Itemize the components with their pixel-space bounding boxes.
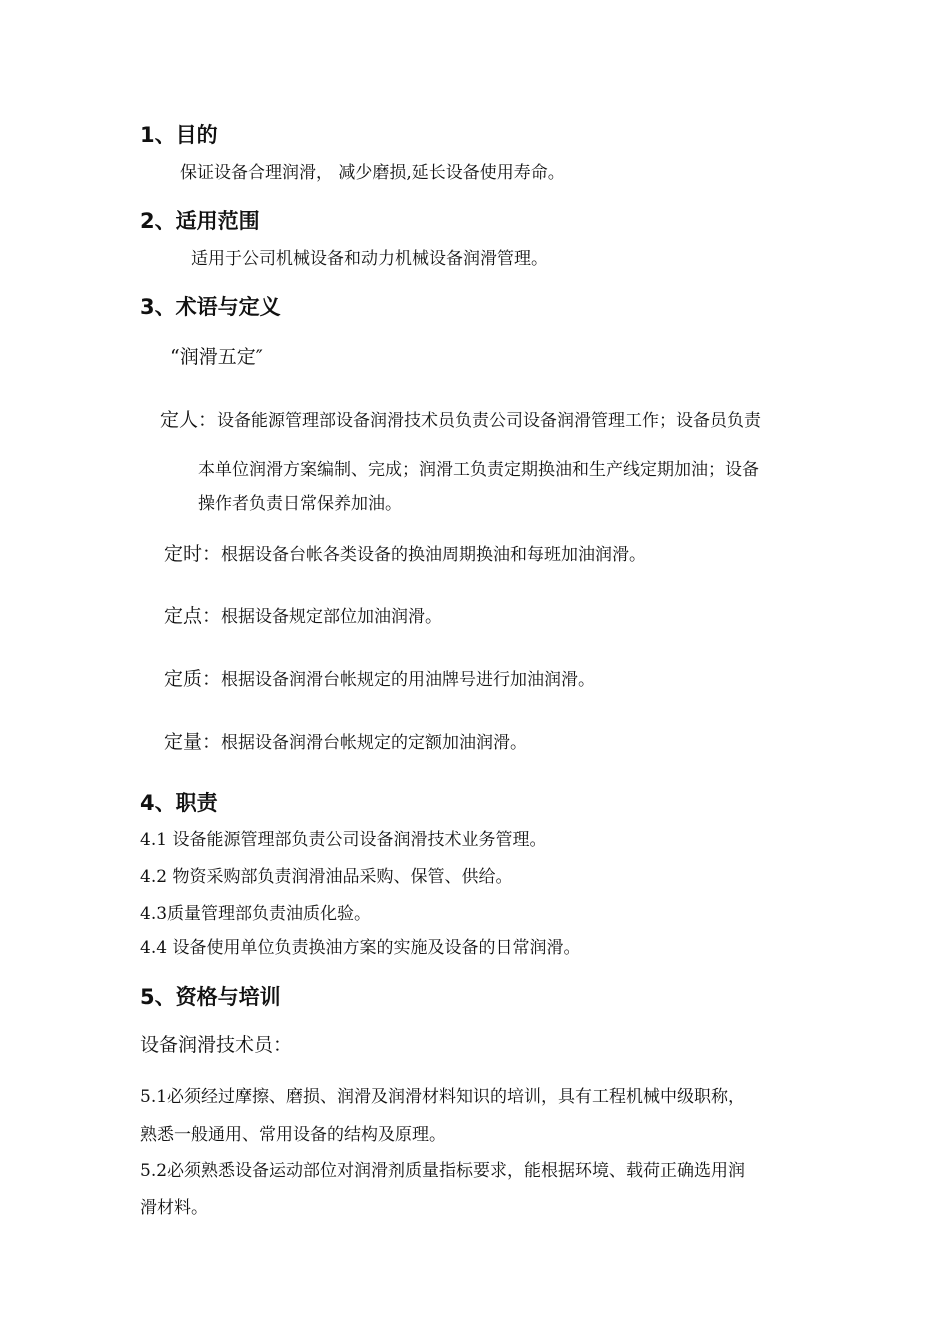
fixed-time-text: 根据设备台帐各类设备的换油周期换油和每班加油润滑。: [221, 545, 647, 565]
duty-item-4-1: 4.1 设备能源管理部负责公司设备润滑技术业务管理。: [140, 830, 547, 850]
section-3-heading: 3、术语与定义: [140, 295, 281, 319]
fixed-quantity-label: 定量：: [164, 731, 222, 753]
fixed-quantity-line: [164, 727, 527, 754]
section-4-heading: 4、职责: [140, 791, 218, 815]
technician-subtitle: 设备润滑技术员：: [140, 1034, 293, 1056]
fixed-time-label: 定时：: [164, 543, 222, 565]
qualification-5-1-line-1: 5.1必须经过摩擦、磨损、润滑及润滑材料知识的培训，具有工程机械中级职称，: [140, 1087, 746, 1107]
fixed-person-text-2: 本单位润滑方案编制、完成；润滑工负责定期换油和生产线定期加油；设备: [198, 460, 759, 480]
fixed-quality-label: 定质：: [164, 668, 222, 690]
fixed-quantity-text: 根据设备润滑台帐规定的定额加油润滑。: [221, 733, 528, 753]
qualification-5-1-line-2: 熟悉一般通用、常用设备的结构及原理。: [140, 1125, 446, 1145]
fixed-person-text-3: 操作者负责日常保养加油。: [198, 494, 402, 514]
five-fixed-subtitle: “润滑五定″: [170, 346, 263, 368]
fixed-point-line: [164, 601, 442, 628]
section-1-text: 保证设备合理润滑， 减少磨损,延长设备使用寿命。: [180, 163, 565, 183]
fixed-person-label: 定人：: [160, 409, 218, 431]
fixed-quality-line: [164, 664, 595, 691]
duty-item-4-4: 4.4 设备使用单位负责换油方案的实施及设备的日常润滑。: [140, 938, 581, 958]
qualification-5-2-line-1: 5.2必须熟悉设备运动部位对润滑剂质量指标要求，能根据环境、载荷正确选用润: [140, 1161, 746, 1181]
fixed-quality-text: 根据设备润滑台帐规定的用油牌号进行加油润滑。: [221, 670, 596, 690]
section-5-heading: 5、资格与培训: [140, 985, 281, 1009]
fixed-person-text-1: 设备能源管理部设备润滑技术员负责公司设备润滑管理工作；设备员负责: [217, 411, 762, 431]
section-1-heading: 1、目的: [140, 123, 218, 147]
fixed-point-label: 定点：: [164, 605, 222, 627]
section-2-text: 适用于公司机械设备和动力机械设备润滑管理。: [191, 249, 548, 269]
duty-item-4-2: 4.2 物资采购部负责润滑油品采购、保管、供给。: [140, 867, 513, 887]
duty-item-4-3: 4.3质量管理部负责油质化验。: [140, 904, 372, 924]
qualification-5-2-line-2: 滑材料。: [140, 1198, 208, 1218]
fixed-point-text: 根据设备规定部位加油润滑。: [221, 607, 443, 627]
fixed-person-line-1: [160, 405, 761, 432]
fixed-time-line: [164, 539, 646, 566]
section-2-heading: 2、适用范围: [140, 209, 260, 233]
